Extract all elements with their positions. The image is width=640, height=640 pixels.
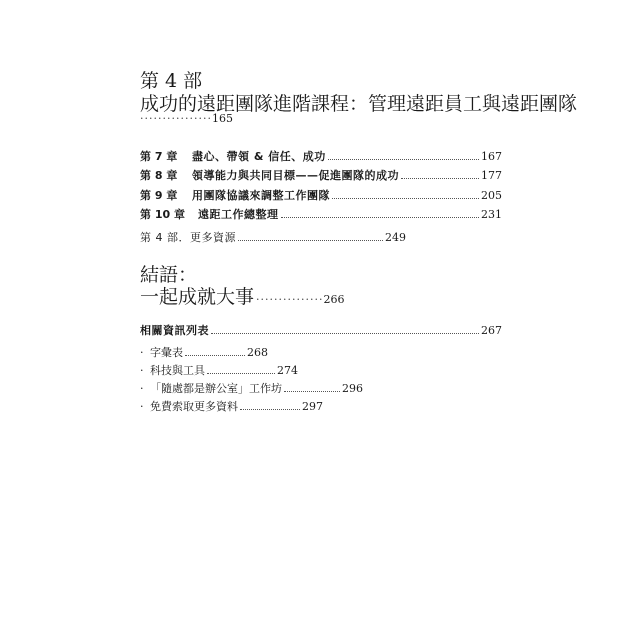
page-number: 177 xyxy=(481,169,502,182)
leader-dots xyxy=(328,151,479,160)
page-number: 296 xyxy=(342,382,363,395)
leader-dots xyxy=(207,365,275,374)
part-heading: 第 4 部 xyxy=(140,70,203,92)
list-item[interactable] xyxy=(140,344,268,360)
page-number: 267 xyxy=(481,324,502,337)
part-title: 成功的遠距團隊進階課程：管理遠距員工與遠距團隊 xyxy=(140,93,578,115)
conclusion-title-line[interactable] xyxy=(140,286,344,311)
chapter-number: 第 8 章 xyxy=(140,169,178,182)
toc-entry[interactable] xyxy=(140,206,502,222)
page-number: 165 xyxy=(211,112,233,125)
chapter-number: 第 9 章 xyxy=(140,189,178,202)
chapter-title: 用團隊協議來調整工作團隊 xyxy=(192,189,330,202)
page-number: 268 xyxy=(247,346,268,359)
item-label: 「隨處都是辦公室」工作坊 xyxy=(150,382,282,395)
leader-dots xyxy=(281,209,480,218)
toc-entry[interactable] xyxy=(140,187,502,203)
conclusion-title: 一起成就大事 xyxy=(140,286,255,308)
chapter-number: 第 7 章 xyxy=(140,150,178,163)
chapter-title: 盡心、帶領 & 信任、成功 xyxy=(192,150,326,163)
item-label: 字彙表 xyxy=(150,346,183,359)
page-number: 205 xyxy=(481,189,502,202)
page-number: 297 xyxy=(302,400,323,413)
leader-dots: ··············· xyxy=(256,293,324,306)
list-item[interactable] xyxy=(140,362,298,378)
leader-dots xyxy=(238,232,383,241)
leader-dots xyxy=(284,383,340,392)
toc-entry[interactable] xyxy=(140,167,502,183)
list-item[interactable] xyxy=(140,398,323,414)
conclusion-heading: 結語： xyxy=(140,264,198,286)
leader-dots xyxy=(211,325,479,334)
toc-entry[interactable] xyxy=(140,148,502,164)
toc-entry-more-resources[interactable] xyxy=(140,229,406,245)
bullet: · xyxy=(140,382,144,395)
leader-dots xyxy=(240,401,300,410)
page-number: 266 xyxy=(323,293,345,306)
item-label: 免費索取更多資料 xyxy=(150,400,238,413)
leader-dots: ················ xyxy=(140,112,212,125)
section-label: 第 4 部．更多資源 xyxy=(140,231,236,244)
bullet: · xyxy=(140,400,144,413)
leader-dots xyxy=(185,347,245,356)
page-number: 167 xyxy=(481,150,502,163)
part-page-line xyxy=(140,112,233,125)
item-label: 科技與工具 xyxy=(150,364,205,377)
list-item[interactable] xyxy=(140,380,363,396)
chapter-title: 領導能力與共同目標——促進團隊的成功 xyxy=(192,169,399,182)
toc-entry-related[interactable] xyxy=(140,322,502,338)
bullet: · xyxy=(140,364,144,377)
page-number: 249 xyxy=(385,231,406,244)
bullet: · xyxy=(140,346,144,359)
page-number: 274 xyxy=(277,364,298,377)
chapter-number: 第 10 章 xyxy=(140,208,185,221)
leader-dots xyxy=(332,190,479,199)
chapter-title: 遠距工作總整理 xyxy=(198,208,279,221)
leader-dots xyxy=(401,170,479,179)
page-number: 231 xyxy=(481,208,502,221)
section-label: 相關資訊列表 xyxy=(140,324,209,337)
